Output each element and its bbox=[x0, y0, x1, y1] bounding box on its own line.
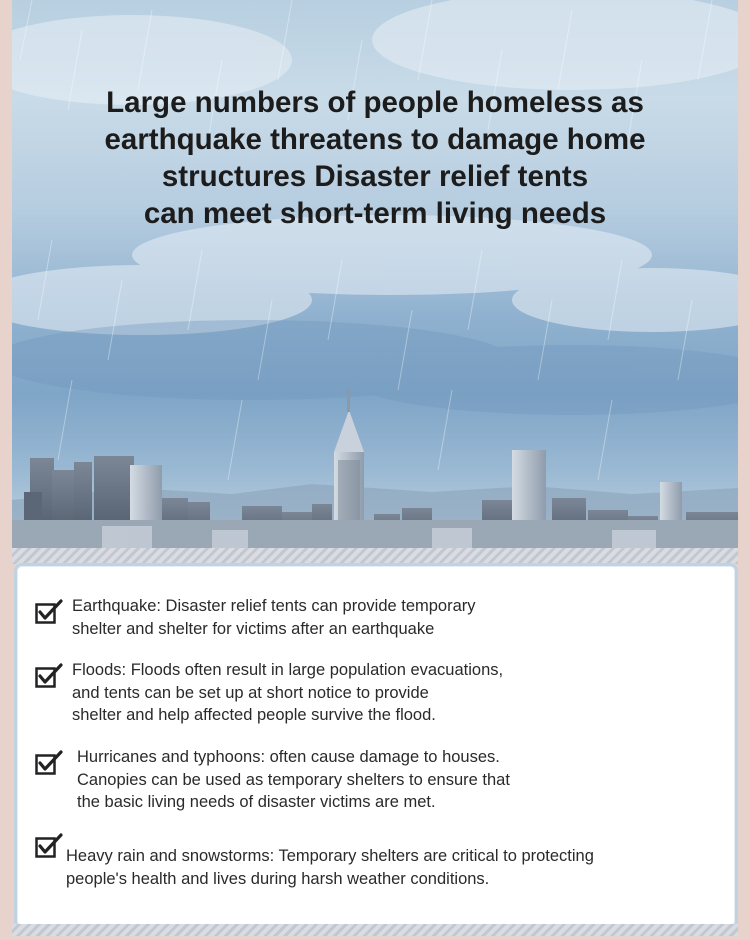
headline bbox=[12, 84, 738, 232]
list-item-text: and tents can be set up at short notice to provide bbox=[72, 683, 429, 702]
list-item-text: shelter and help affected people survive the flood. bbox=[72, 706, 436, 724]
list-item-text: the basic living needs of disaster victims are met. bbox=[77, 793, 436, 811]
list-item-text: Canopies can be used as temporary shelters to ensure that bbox=[77, 770, 510, 789]
checkbox-check-icon bbox=[35, 599, 65, 625]
headline-line: earthquake threatens to damage home bbox=[104, 123, 646, 156]
hero-banner bbox=[12, 0, 738, 548]
list-item-text: Hurricanes and typhoons: often cause damage to houses. bbox=[77, 748, 500, 766]
checkbox-check-icon bbox=[35, 750, 65, 776]
list-item-text: Heavy rain and snowstorms: Temporary shelters are critical to protecting bbox=[66, 847, 594, 865]
list-item-text: shelter and shelter for victims after an earthquake bbox=[72, 619, 435, 638]
city-skyline-in-rain-image bbox=[12, 0, 738, 548]
headline-line: can meet short-term living needs bbox=[143, 197, 607, 230]
headline-line: structures Disaster relief tents bbox=[161, 160, 589, 193]
checkbox-check-icon bbox=[35, 663, 65, 689]
headline-line: Large numbers of people homeless as bbox=[106, 86, 644, 119]
decorative-stripe bbox=[12, 924, 738, 936]
list-item-text: people's health and lives during harsh weather conditions. bbox=[66, 869, 490, 888]
list-item-text: Earthquake: Disaster relief tents can provide temporary bbox=[72, 597, 476, 615]
feature-list-panel bbox=[14, 563, 738, 929]
list-item-text: Floods: Floods often result in large population evacuations, bbox=[72, 661, 504, 679]
checkbox-check-icon bbox=[35, 833, 65, 859]
decorative-stripe bbox=[12, 548, 738, 564]
